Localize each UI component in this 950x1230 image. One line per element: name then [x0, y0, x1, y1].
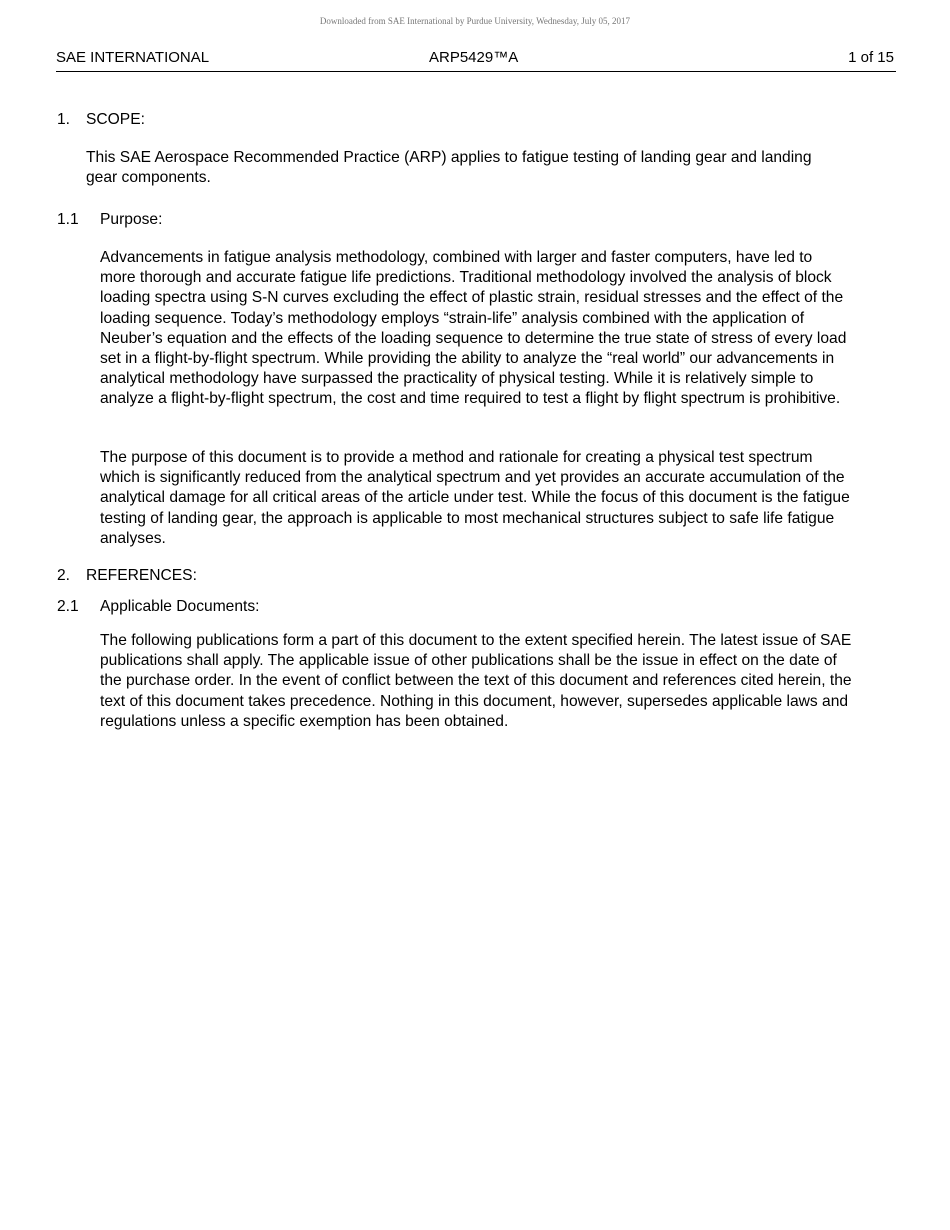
section-heading-applicable-documents [0, 597, 950, 619]
purpose-paragraph-2: The purpose of this document is to provide a method and rationale for creating a physical test spectrum which is significantly reduced from the analytical spectrum and yet provides an accurate accumulation of the analytical damage for all critical areas of the article under test. While the focus of this document is the fatigue testing of landing gear, the approach is applicable to most mechanical structures subject to safe life fatigue analyses. [100, 449, 850, 547]
section-title: Applicable Documents: [100, 598, 260, 615]
download-watermark: Downloaded from SAE International by Purdue University, Wednesday, July 05, 2017 [319, 16, 631, 26]
section-number: 2.1 [57, 598, 79, 615]
section-heading-scope [0, 110, 950, 132]
page-number: 1 of 15 [848, 49, 894, 66]
publisher-name: SAE INTERNATIONAL [56, 49, 210, 66]
section-number: 1.1 [57, 211, 79, 228]
page-header [56, 49, 896, 72]
section-heading-purpose [0, 210, 950, 232]
section-heading-references [0, 566, 950, 588]
scope-paragraph: This SAE Aerospace Recommended Practice (ARP) applies to fatigue testing of landing gear and landing gear components. [86, 149, 812, 187]
purpose-paragraph-1: Advancements in fatigue analysis methodology, combined with larger and faster computers, have led to more thorough and accurate fatigue life predictions. Traditional methodology involved the analysis of block loading spectra using S-N curves excluding the effect of plastic strain, residual stresses and the effect of the loading sequence. Today’s methodology employs “strain-life” analysis combined with the application of Neuber’s equation and the effects of the loading sequence to determine the true state of stress of every load set in a flight-by-flight spectrum. While providing the ability to analyze the “real world” our advancements in analytical methodology have surpassed the practicality of physical testing. While it is relatively simple to analyze a flight-by-flight spectrum, the cost and time required to test a flight by flight spectrum is prohibitive. [100, 249, 847, 408]
document-id: ARP5429™A [429, 49, 519, 66]
section-number: 1. [57, 111, 71, 128]
section-title: SCOPE: [86, 111, 145, 128]
applicable-documents-paragraph: The following publications form a part of this document to the extent specified herein. The latest issue of SAE publications shall apply. The applicable issue of other publications shall be the issue in effect on the date of the purchase order. In the event of conflict between the text of this document and references cited herein, the text of this document takes precedence. Nothing in this document, however, supersedes applicable laws and regulations unless a specific exemption has been obtained. [100, 632, 852, 730]
section-title: Purpose: [100, 211, 163, 228]
section-title: REFERENCES: [86, 567, 197, 584]
section-number: 2. [57, 567, 71, 584]
